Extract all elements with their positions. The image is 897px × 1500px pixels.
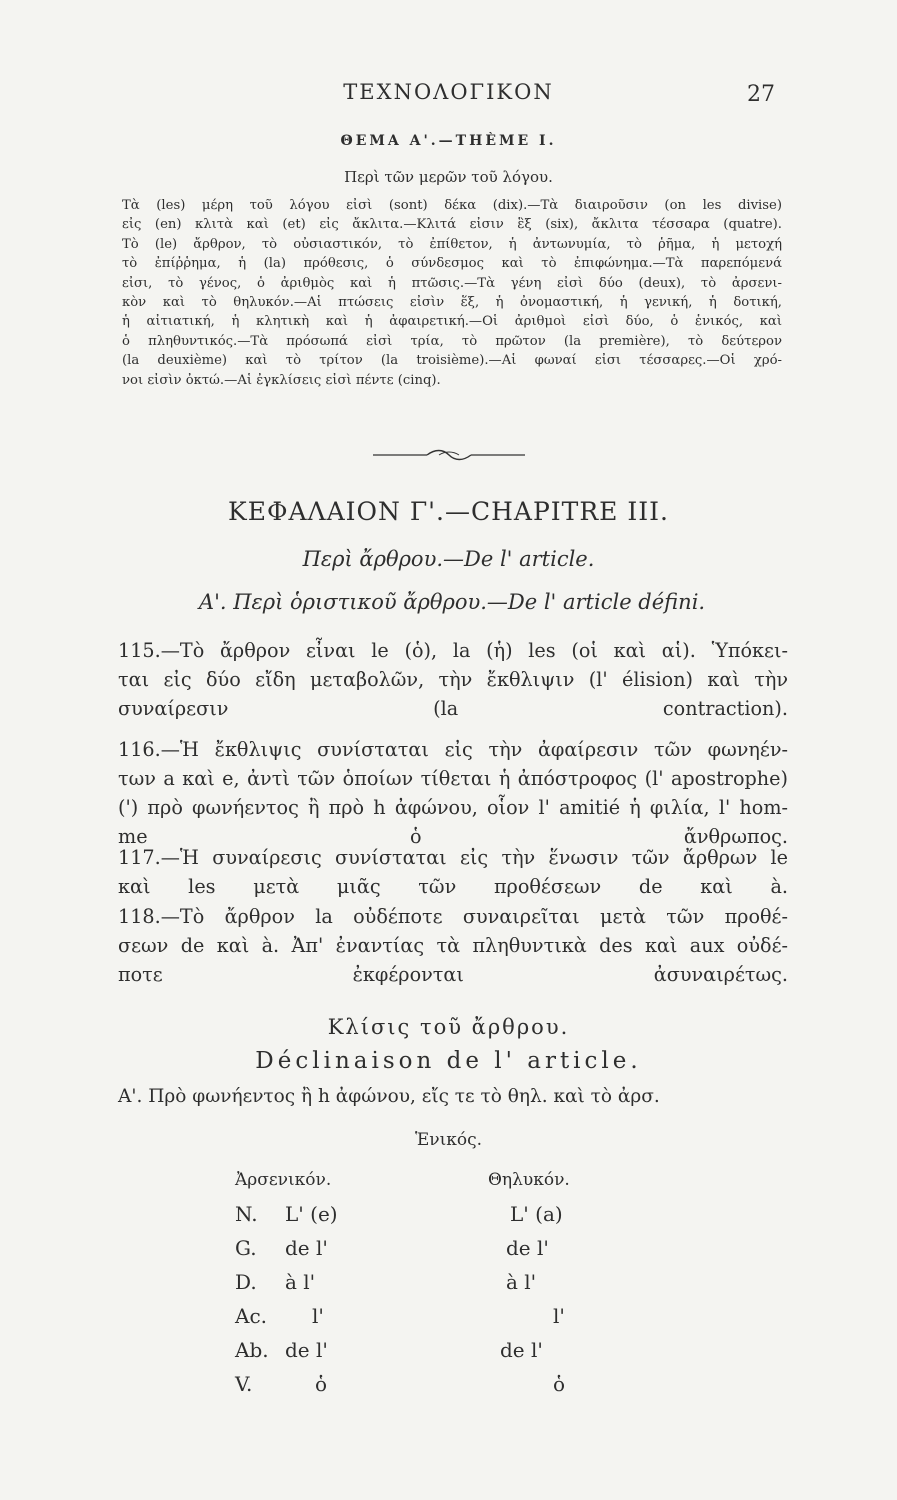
masculine-label: Ἀρσενικόν. <box>235 1170 332 1190</box>
section-title: Α'. Περὶ ὁριστικοῦ ἄρθρου.—De l' article défini. <box>198 590 706 614</box>
running-title: ΤΕΧΝΟΛΟΓΙΚΟΝ <box>343 80 554 104</box>
exercise-line: (la deuxième) καὶ τὸ τρίτον (la troisième).—Αἱ φωναί εἰσι τέσσαρες.—Οἱ χρό- <box>122 353 782 369</box>
masculine-form: l' <box>312 1304 324 1328</box>
declension-title-french: Déclinaison de l' article. <box>255 1048 642 1074</box>
masculine-form: ὁ <box>315 1372 328 1396</box>
masculine-form: de l' <box>285 1338 328 1362</box>
exercise-line: Τὰ (les) μέρη τοῦ λόγου εἰσὶ (sont) δέκα (dix).—Τὰ διαιροῦσιν (on les divise) <box>122 198 782 213</box>
exercise-line: ἡ αἰτιατική, ἡ κλητικὴ καὶ ἡ ἀφαιρετική.—Οἱ ἀριθμοὶ εἰσὶ δύο, ὁ ἑνικός, καὶ <box>122 314 782 330</box>
paragraph-line: 116.—Ἡ ἔκθλιψις συνίσταται εἰς τὴν ἀφαίρεσιν τῶν φωνηέν- <box>118 738 788 761</box>
paragraph-line: 117.—Ἡ συναίρεσις συνίσταται εἰς τὴν ἕνωσιν τῶν ἄρθρων le <box>118 846 788 869</box>
paragraph-line: me ὁ ἄνθρωπος. <box>118 825 788 848</box>
declension-title-greek: Κλίσις τοῦ ἄρθρου. <box>327 1015 570 1039</box>
paragraph-line: των a καὶ e, ἀντὶ τῶν ὁποίων τίθεται ἡ ἀπόστροφος (l' apostrophe) <box>118 767 788 790</box>
paragraph-line: 118.—Τὸ ἄρθρον la οὐδέποτε συναιρεῖται μετὰ τῶν προθέ- <box>118 905 788 928</box>
exercise-text <box>122 196 782 390</box>
case-label: V. <box>235 1372 253 1396</box>
chapter-title: ΚΕΦΑΛΑΙΟΝ Γ'.—CHAPITRE III. <box>228 497 669 526</box>
masculine-form: L' (e) <box>285 1202 338 1226</box>
exercise-line: νοι εἰσὶν ὀκτώ.—Αἱ ἐγκλίσεις εἰσὶ πέντε (cinq). <box>122 372 441 388</box>
page-number: 27 <box>747 82 775 107</box>
paragraph-line: (') πρὸ φωνήεντος ἢ πρὸ h ἀφώνου, οἷον l' amitié ἡ φιλία, l' hom- <box>118 796 788 819</box>
feminine-form: l' <box>553 1304 565 1328</box>
masculine-form: de l' <box>285 1236 328 1260</box>
case-label: Ab. <box>235 1338 269 1362</box>
exercise-line: εἰσι, τὸ γένος, ὁ ἀριθμὸς καὶ ἡ πτῶσις.—Τὰ γένη εἰσὶ δύο (deux), τὸ ἀρσενι- <box>122 275 782 291</box>
ornament-rule-icon <box>369 448 529 462</box>
paragraph-line: σεων de καὶ à. Ἀπ' ἐναντίας τὰ πληθυντικὰ des καὶ aux οὐδέ- <box>118 934 788 957</box>
paragraph-line: 115.—Τὸ ἄρθρον εἶναι le (ὁ), la (ἡ) les (οἱ καὶ αἱ). Ὑπόκει- <box>118 639 788 662</box>
exercise-line: κὸν καὶ τὸ θηλυκόν.—Αἱ πτώσεις εἰσὶν ἕξ, ἡ ὀνομαστική, ἡ γενική, ἡ δοτική, <box>122 295 782 311</box>
exercise-line: ὁ πληθυντικός.—Τὰ πρόσωπά εἰσὶ τρία, τὸ πρῶτον (la première), τὸ δεύτερον <box>122 333 782 349</box>
masculine-form: à l' <box>285 1270 316 1294</box>
paragraph-line: καὶ les μετὰ μιᾶς τῶν προθέσεων de καὶ à. <box>118 875 788 898</box>
case-label: D. <box>235 1270 257 1294</box>
singular-label: Ἑνικός. <box>414 1130 483 1150</box>
exercise-line: Τὸ (le) ἄρθρον, τὸ οὐσιαστικόν, τὸ ἐπίθετον, ἡ ἀντωνυμία, τὸ ῥῆμα, ἡ μετοχή <box>122 236 782 252</box>
feminine-label: Θηλυκόν. <box>488 1170 570 1190</box>
ornament-divider <box>0 447 897 466</box>
case-label: G. <box>235 1236 257 1260</box>
paragraph-line: ποτε ἐκφέρονται ἀσυναιρέτως. <box>118 963 788 986</box>
declension-section-a: Α'. Πρὸ φωνήεντος ἢ h ἀφώνου, εἴς τε τὸ θηλ. καὶ τὸ ἀρσ. <box>118 1086 660 1107</box>
feminine-form: de l' <box>500 1338 543 1362</box>
exercise-line: τὸ ἐπίῤῥημα, ἡ (la) πρόθεσις, ὁ σύνδεσμος καὶ τὸ ἐπιφώνημα.—Τὰ παρεπόμενά <box>122 256 782 272</box>
paragraph-115 <box>118 636 788 723</box>
paragraph-118 <box>118 902 788 989</box>
theme-subtitle: Περὶ τῶν μερῶν τοῦ λόγου. <box>344 168 553 186</box>
theme-title: ΘΕΜΑ Α'.—THÈME I. <box>340 133 557 149</box>
exercise-line: εἰς (en) κλιτὰ καὶ (et) εἰς ἄκλιτα.—Κλιτά εἰσιν ἓξ (six), ἄκλιτα τέσσαρα (quatre). <box>122 217 782 233</box>
paragraph-line: ται εἰς δύο εἴδη μεταβολῶν, τὴν ἔκθλιψιν (l' élision) καὶ τὴν <box>118 668 788 691</box>
case-label: Ac. <box>235 1304 268 1328</box>
paragraph-117 <box>118 843 788 901</box>
paragraph-116 <box>118 735 788 851</box>
feminine-form: à l' <box>506 1270 537 1294</box>
chapter-subtitle: Περὶ ἄρθρου.—De l' article. <box>302 547 595 571</box>
feminine-form: de l' <box>506 1236 549 1260</box>
feminine-form: ὁ <box>553 1372 566 1396</box>
feminine-form: L' (a) <box>510 1202 563 1226</box>
paragraph-line: συναίρεσιν (la contraction). <box>118 697 788 720</box>
case-label: N. <box>235 1202 258 1226</box>
